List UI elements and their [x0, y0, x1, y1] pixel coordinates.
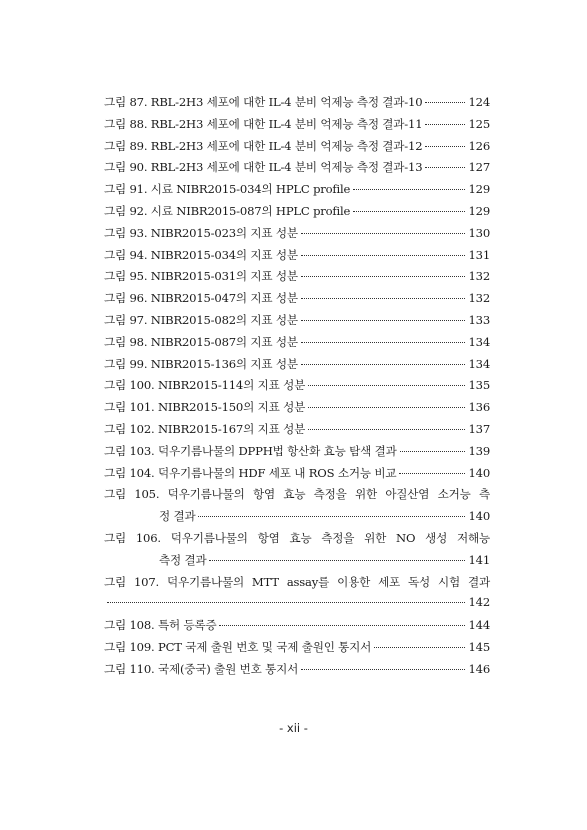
entry-page: 146 — [468, 661, 490, 676]
entry-word: 이용한 — [337, 574, 371, 589]
toc-entry — [104, 639, 490, 661]
entry-word: 측 — [478, 487, 490, 502]
dot-leader — [308, 429, 465, 430]
toc-entry — [104, 334, 490, 356]
toc-entry — [104, 421, 490, 443]
toc-entry — [104, 268, 490, 290]
entry-page: 139 — [468, 443, 490, 458]
entry-word: 덕우기름나물의 — [170, 530, 248, 545]
entry-continuation — [104, 595, 490, 617]
entry-word: 105. — [134, 487, 160, 502]
entry-word: 세포 — [378, 574, 401, 589]
entry-page: 137 — [468, 421, 490, 436]
toc-entry — [104, 617, 490, 639]
page-number: - xii - — [279, 721, 308, 735]
entry-page: 144 — [468, 618, 490, 633]
entry-word: 덕우기름나물의 — [167, 487, 245, 502]
dot-leader — [301, 276, 466, 277]
entry-word: 시험 — [438, 574, 460, 589]
entry-page: 130 — [468, 225, 490, 240]
entry-word: 위한 — [354, 487, 377, 502]
entry-word: 소거능 — [437, 487, 471, 502]
entry-label: 그림 100. NIBR2015-114의 지표 성분 — [104, 378, 306, 393]
entry-word: 그림 — [104, 574, 126, 589]
entry-page: 145 — [468, 639, 490, 654]
entry-word: 측정을 — [313, 487, 347, 502]
table-of-figures — [104, 94, 490, 683]
toc-entry — [104, 225, 490, 247]
toc-entry — [104, 312, 490, 334]
dot-leader — [425, 167, 465, 168]
entry-label: 그림 101. NIBR2015-150의 지표 성분 — [104, 400, 306, 415]
entry-label: 그림 87. RBL-2H3 세포에 대한 IL-4 분비 억제능 측정 결과-10 — [104, 95, 423, 109]
entry-continuation — [104, 552, 490, 574]
entry-label: 그림 89. RBL-2H3 세포에 대한 IL-4 분비 억제능 측정 결과-12 — [104, 138, 423, 153]
entry-page: 135 — [468, 378, 490, 393]
entry-word: 항염 — [257, 530, 280, 545]
entry-label-line — [104, 574, 490, 596]
entry-page: 134 — [468, 334, 490, 349]
toc-entry — [104, 661, 490, 683]
entry-label: 그림 102. NIBR2015-167의 지표 성분 — [104, 421, 306, 436]
entry-word: 효능 — [283, 487, 306, 502]
entry-word: 결과 — [467, 574, 490, 589]
entry-page: 126 — [468, 138, 490, 153]
entry-label: 그림 93. NIBR2015-023의 지표 성분 — [104, 225, 298, 240]
dot-leader — [374, 647, 465, 648]
dot-leader — [425, 146, 465, 147]
dot-leader — [301, 255, 466, 256]
entry-page: 140 — [468, 509, 490, 524]
entry-word: 아질산염 — [385, 487, 430, 502]
entry-word: 항염 — [253, 487, 275, 502]
dot-leader — [353, 211, 465, 212]
entry-word: 저해능 — [457, 530, 490, 545]
entry-word: 효능 — [289, 530, 312, 545]
entry-label-line — [104, 486, 490, 508]
dot-leader — [301, 320, 466, 321]
entry-label: 그림 92. 시료 NIBR2015-087의 HPLC profile — [104, 203, 351, 218]
entry-label: 그림 88. RBL-2H3 세포에 대한 IL-4 분비 억제능 측정 결과-11 — [104, 116, 423, 131]
toc-entry — [104, 116, 490, 138]
entry-page: 127 — [468, 160, 490, 175]
entry-label: 그림 109. PCT 국제 출원 번호 및 국제 출원인 통지서 — [104, 639, 372, 654]
entry-label-cont: 정 결과 — [159, 509, 196, 524]
entry-page: 131 — [468, 247, 490, 262]
toc-entry — [104, 138, 490, 160]
toc-entry — [104, 181, 490, 203]
entry-label: 그림 103. 덕우기름나물의 DPPH법 항산화 효능 탐색 결과 — [104, 443, 397, 458]
entry-word: assay를 — [286, 574, 330, 589]
entry-word: NO — [396, 530, 416, 545]
dot-leader — [400, 451, 466, 452]
dot-leader — [301, 233, 466, 234]
dot-leader — [308, 407, 465, 408]
figure-list-multiline — [104, 486, 490, 617]
entry-page: 129 — [468, 182, 490, 197]
entry-word: 생성 — [425, 530, 448, 545]
entry-label: 그림 90. RBL-2H3 세포에 대한 IL-4 분비 억제능 측정 결과-13 — [104, 160, 423, 175]
entry-label: 그림 98. NIBR2015-087의 지표 성분 — [104, 334, 298, 349]
dot-leader — [209, 560, 465, 561]
entry-word: 그림 — [104, 487, 126, 502]
toc-entry — [104, 486, 490, 530]
dot-leader — [301, 364, 466, 365]
entry-word: 측정을 — [321, 530, 355, 545]
toc-entry — [104, 530, 490, 574]
dot-leader — [308, 385, 465, 386]
dot-leader — [353, 189, 465, 190]
figure-list-tail — [104, 617, 490, 682]
entry-page: 140 — [468, 465, 490, 480]
toc-entry — [104, 574, 490, 618]
figure-list — [104, 94, 490, 486]
dot-leader — [425, 102, 465, 103]
entry-word: 위한 — [364, 530, 387, 545]
entry-word: 독성 — [408, 574, 431, 589]
entry-label: 그림 110. 국제(중국) 출원 번호 통지서 — [104, 661, 299, 676]
entry-word: 107. — [133, 574, 159, 589]
entry-page: 141 — [468, 552, 490, 567]
entry-label: 그림 95. NIBR2015-031의 지표 성분 — [104, 269, 298, 284]
toc-entry — [104, 377, 490, 399]
entry-word: 그림 — [104, 530, 126, 545]
entry-label: 그림 104. 덕우기름나물의 HDF 세포 내 ROS 소거능 비교 — [104, 465, 397, 480]
entry-label: 그림 97. NIBR2015-082의 지표 성분 — [104, 312, 298, 327]
entry-label-line — [104, 530, 490, 552]
toc-entry — [104, 356, 490, 378]
entry-label: 그림 99. NIBR2015-136의 지표 성분 — [104, 356, 298, 371]
entry-continuation — [104, 508, 490, 530]
toc-entry — [104, 290, 490, 312]
dot-leader — [301, 669, 465, 670]
entry-page: 132 — [468, 269, 490, 284]
entry-page: 134 — [468, 356, 490, 371]
entry-label: 그림 96. NIBR2015-047의 지표 성분 — [104, 291, 298, 306]
entry-page: 132 — [468, 291, 490, 306]
toc-entry — [104, 94, 490, 116]
toc-entry — [104, 399, 490, 421]
toc-entry — [104, 247, 490, 269]
dot-leader — [301, 298, 466, 299]
dot-leader — [425, 124, 465, 125]
entry-label: 그림 108. 특허 등록증 — [104, 618, 217, 633]
entry-page: 125 — [468, 116, 490, 131]
dot-leader — [107, 602, 465, 603]
entry-page: 142 — [468, 595, 490, 610]
entry-word: 덕우기름나물의 — [166, 574, 244, 589]
dot-leader — [219, 625, 465, 626]
entry-label: 그림 91. 시료 NIBR2015-034의 HPLC profile — [104, 182, 351, 197]
entry-label-cont: 측정 결과 — [159, 552, 207, 567]
entry-label: 그림 94. NIBR2015-034의 지표 성분 — [104, 247, 298, 262]
toc-entry — [104, 465, 490, 487]
toc-entry — [104, 443, 490, 465]
entry-page: 124 — [468, 95, 490, 109]
toc-entry — [104, 159, 490, 181]
dot-leader — [301, 342, 466, 343]
entry-page: 136 — [468, 400, 490, 415]
dot-leader — [198, 516, 465, 517]
toc-entry — [104, 203, 490, 225]
entry-page: 133 — [468, 312, 490, 327]
dot-leader — [399, 473, 465, 474]
entry-page: 129 — [468, 203, 490, 218]
entry-word: 106. — [135, 530, 161, 545]
entry-word: MTT — [251, 574, 279, 589]
